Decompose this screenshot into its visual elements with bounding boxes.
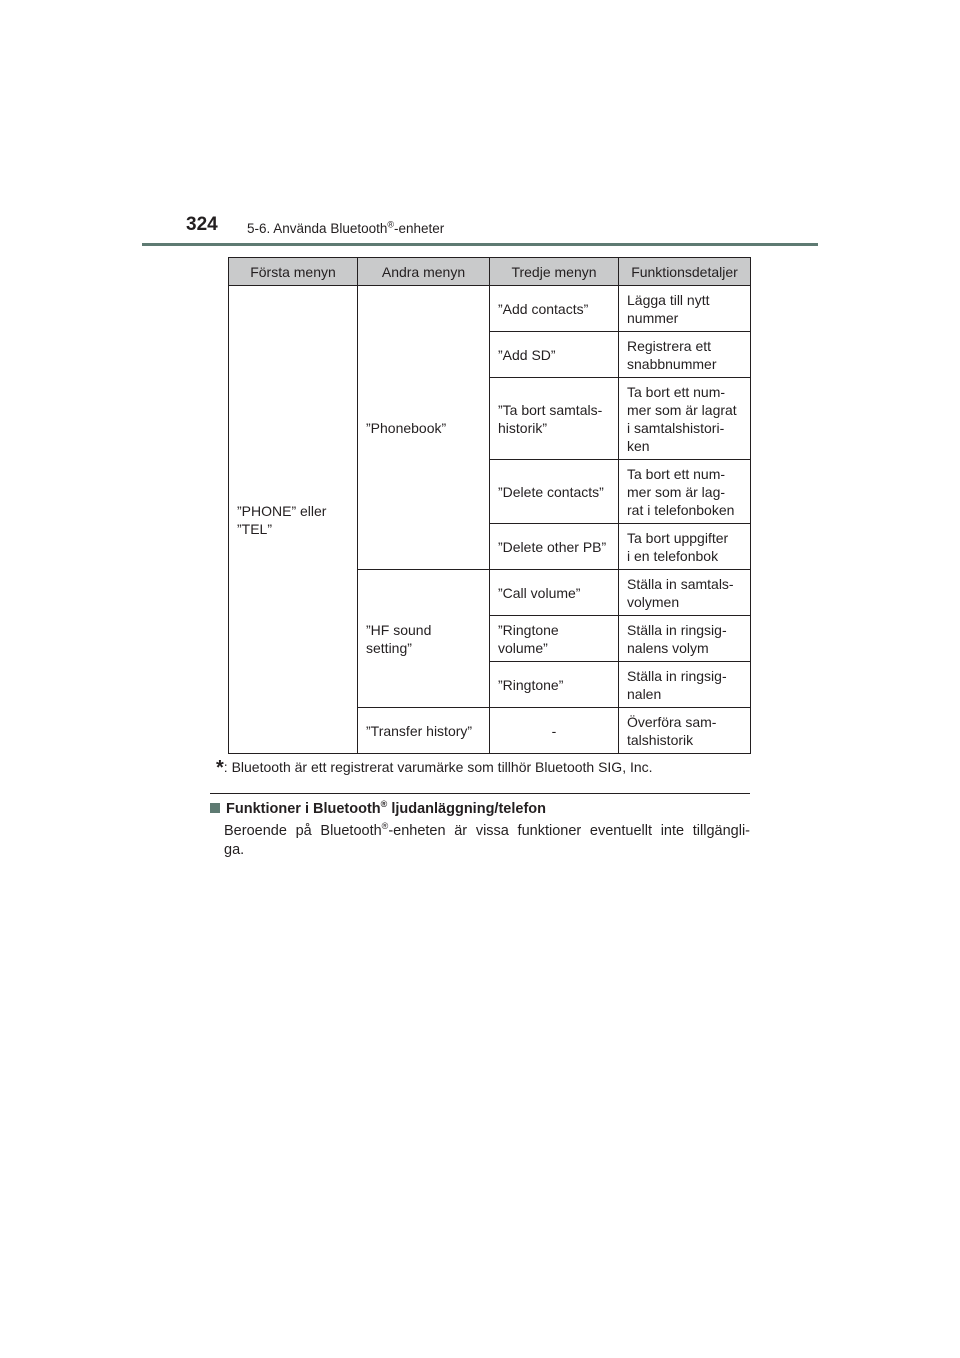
- section-divider: [210, 793, 750, 794]
- col-header-third-menu: Tredje menyn: [490, 258, 619, 286]
- cell-line: ”Delete contacts”: [498, 483, 604, 500]
- third-menu-cell: [490, 460, 619, 524]
- page-number: 324: [186, 214, 218, 235]
- table-header-row: [229, 258, 751, 286]
- cell-line: rat i telefonboken: [627, 501, 735, 518]
- cell-line: mer som är lagrat: [627, 401, 737, 418]
- third-menu-cell: [490, 286, 619, 332]
- cell-line: ”Call volume”: [498, 584, 581, 601]
- cell-line: ken: [627, 437, 650, 454]
- registered-mark: ®: [380, 799, 388, 810]
- detail-cell: [619, 524, 751, 570]
- cell-line: ”HF sound: [366, 621, 432, 638]
- cell-line: Ta bort ett num-: [627, 383, 726, 400]
- col-header-function-details: Funktionsdetaljer: [619, 258, 751, 286]
- registered-mark: ®: [387, 219, 394, 230]
- second-menu-hf-sound: [358, 570, 490, 708]
- registered-mark: ®: [381, 821, 389, 832]
- detail-cell: [619, 460, 751, 524]
- body-text-part: -enheten är vissa funktioner eventuellt inte tillgängli-: [388, 823, 750, 839]
- square-bullet-icon: [210, 803, 220, 813]
- body-line: ga.: [224, 842, 245, 858]
- cell-line: Registrera ett: [627, 337, 712, 354]
- third-menu-cell: [490, 616, 619, 662]
- footnote-text: : Bluetooth är ett registrerat varumärke som tillhör Bluetooth SIG, Inc.: [223, 759, 653, 775]
- body-paragraph: [224, 822, 750, 860]
- first-menu-line: ”PHONE” eller: [237, 502, 327, 519]
- page-header: [0, 0, 960, 250]
- cell-line: Överföra sam-: [627, 713, 717, 730]
- cell-line: Ta bort ett num-: [627, 465, 726, 482]
- detail-cell: [619, 378, 751, 460]
- cell-line: Ställa in samtals-: [627, 575, 734, 592]
- footnote-star: *: [216, 757, 224, 779]
- cell-line: Ställa in ringsig-: [627, 667, 727, 684]
- col-header-second-menu: Andra menyn: [358, 258, 490, 286]
- cell-line: setting”: [366, 639, 412, 656]
- body-line: [224, 822, 750, 841]
- cell-line: ”Add SD”: [498, 346, 556, 363]
- table-row: [229, 286, 751, 332]
- section-title-suffix: -enheter: [394, 221, 445, 236]
- cell-line: mer som är lag-: [627, 483, 726, 500]
- menu-table: [228, 257, 751, 754]
- header-rule: [142, 243, 818, 246]
- footnote: [216, 759, 776, 782]
- cell-line: nalen: [627, 685, 662, 702]
- detail-cell: [619, 708, 751, 754]
- cell-line: ”Ringtone: [498, 621, 559, 638]
- cell-line: ”Ringtone”: [498, 676, 564, 693]
- detail-cell: [619, 332, 751, 378]
- detail-cell: [619, 570, 751, 616]
- cell-line: nalens volym: [627, 639, 709, 656]
- body-text-part: Beroende på Bluetooth: [224, 823, 382, 839]
- third-menu-cell: [490, 332, 619, 378]
- cell-line: i en telefonbok: [627, 547, 719, 564]
- sub-heading-suffix: ljudanläggning/telefon: [387, 801, 546, 817]
- cell-line: snabbnummer: [627, 355, 717, 372]
- section-title-text: 5-6. Använda Bluetooth: [247, 221, 388, 236]
- cell-line: Ta bort uppgifter: [627, 529, 729, 546]
- third-menu-cell: [490, 662, 619, 708]
- cell-line: nummer: [627, 309, 679, 326]
- cell-line: volymen: [627, 593, 680, 610]
- sub-heading-text: Funktioner i Bluetooth: [226, 801, 381, 817]
- cell-line: ”Add contacts”: [498, 300, 589, 317]
- detail-cell: [619, 662, 751, 708]
- third-menu-cell: [490, 524, 619, 570]
- sub-heading: [210, 801, 546, 817]
- second-menu-phonebook: ”Phonebook”: [358, 286, 490, 570]
- detail-cell: [619, 616, 751, 662]
- second-menu-transfer: ”Transfer history”: [358, 708, 490, 754]
- cell-line: historik”: [498, 419, 548, 436]
- first-menu-line: ”TEL”: [237, 520, 272, 537]
- col-header-first-menu: Första menyn: [229, 258, 358, 286]
- cell-line: ”Ta bort samtals-: [498, 401, 603, 418]
- detail-cell: [619, 286, 751, 332]
- cell-line: Lägga till nytt: [627, 291, 710, 308]
- third-menu-cell: -: [490, 708, 619, 754]
- third-menu-cell: [490, 378, 619, 460]
- cell-line: volume”: [498, 639, 548, 656]
- section-title: [247, 221, 444, 236]
- cell-line: ”Delete other PB”: [498, 538, 607, 555]
- third-menu-cell: [490, 570, 619, 616]
- first-menu-cell: [229, 286, 358, 754]
- cell-line: Ställa in ringsig-: [627, 621, 727, 638]
- cell-line: talshistorik: [627, 731, 694, 748]
- cell-line: i samtalshistori-: [627, 419, 725, 436]
